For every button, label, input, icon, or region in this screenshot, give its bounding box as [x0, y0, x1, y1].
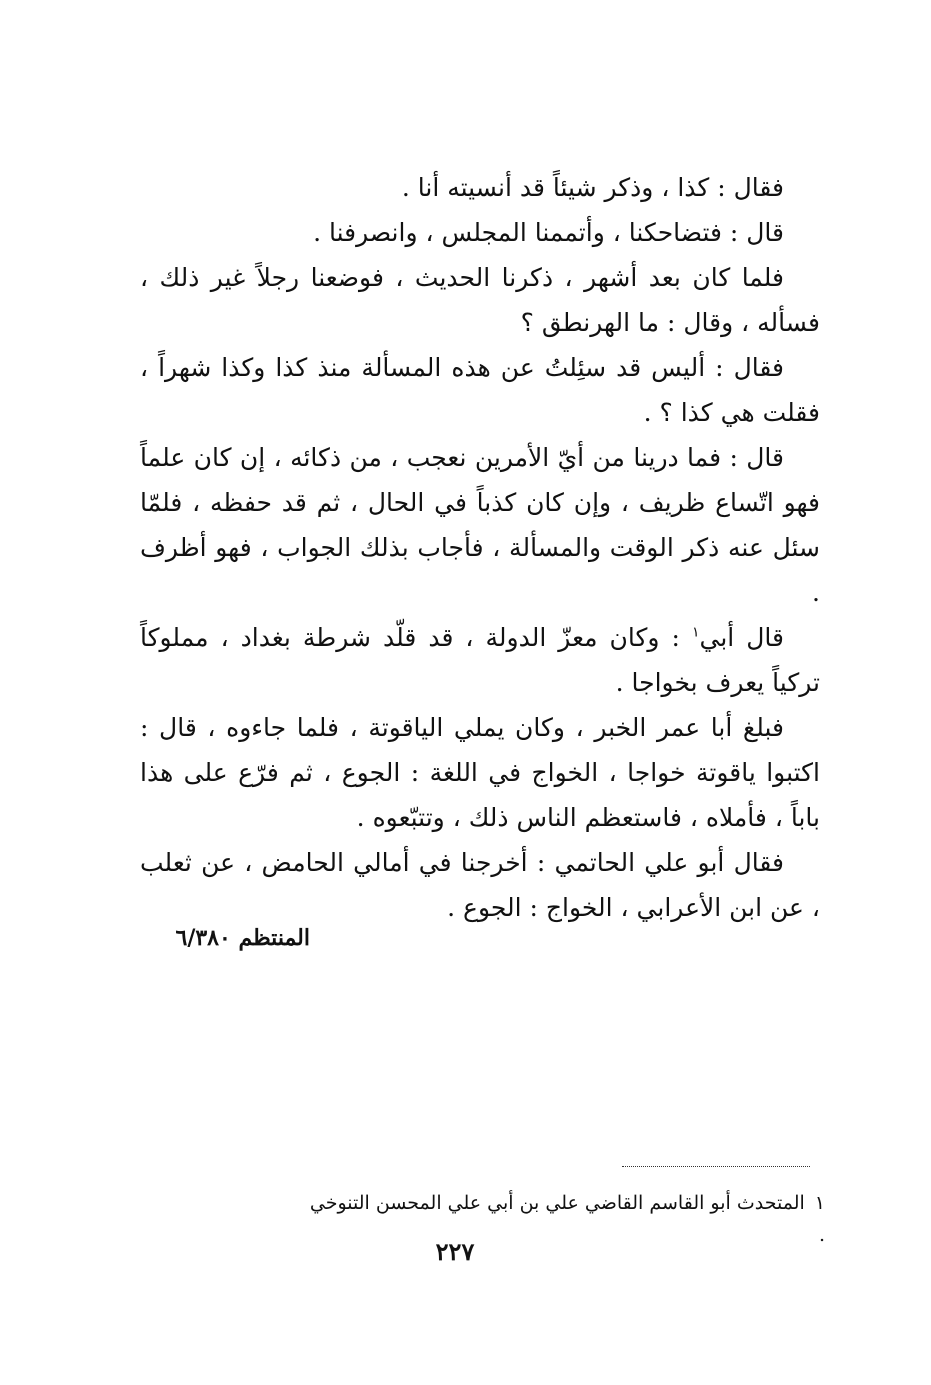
- footnote-divider: [622, 1166, 810, 1167]
- footnote: [300, 1187, 825, 1251]
- paragraph-2: قال : فتضاحكنا ، وأتممنا المجلس ، وانصرفنا .: [313, 218, 784, 247]
- paragraph-1: فقال : كذا ، وذكر شيئاً قد أنسيته أنا .: [401, 173, 784, 202]
- page-number: ٢٢٧: [435, 1237, 475, 1266]
- paragraph-5: قال : فما درينا من أيّ الأمرين نعجب ، من ذكائه ، إن كان علماً فهو اتّساع ظريف ، وإن كان كذباً في الحال ، ثم قد حفظه ، فلمّا سئل عنه ذكر الوقت والمسألة ، فأجاب بذلك الجواب ، فهو أظرف .: [140, 443, 820, 607]
- source-citation: المنتظم ٦/٣٨٠: [175, 925, 310, 951]
- paragraph-6: [140, 615, 820, 705]
- footnote-marker: ١: [691, 624, 700, 641]
- main-text: [140, 165, 820, 930]
- paragraph-6-start: قال أبي: [699, 623, 784, 652]
- paragraph-3: فلما كان بعد أشهر ، ذكرنا الحديث ، فوضعنا رجلاً غير ذلك ، فسأله ، وقال : ما الهرنطق ؟: [140, 263, 820, 337]
- paragraph-8: فقال أبو علي الحاتمي : أخرجنا في أمالي الحامض ، عن ثعلب ، عن ابن الأعرابي ، الخواج : الجوع .: [140, 848, 820, 922]
- paragraph-7: فبلغ أبا عمر الخبر ، وكان يملي الياقوتة ، فلما جاءوه ، قال : اكتبوا ياقوتة خواجا ، الخواج في اللغة : الجوع ، ثم فرّع على هذا باباً ، فأملاه ، فاستعظم الناس ذلك ، وتتبّعوه .: [140, 713, 820, 832]
- paragraph-4: فقال : أليس قد سئِلتُ عن هذه المسألة منذ كذا وكذا شهراً ، فقلت هي كذا ؟ .: [140, 353, 820, 427]
- paragraph-6-rest: : وكان معزّ الدولة ، قد قلّد شرطة بغداد ، مملوكاً تركياً يعرف بخواجا .: [140, 623, 820, 697]
- footnote-text: المتحدث أبو القاسم القاضي علي بن أبي علي المحسن التنوخي .: [309, 1192, 825, 1246]
- footnote-number: ١: [814, 1192, 825, 1214]
